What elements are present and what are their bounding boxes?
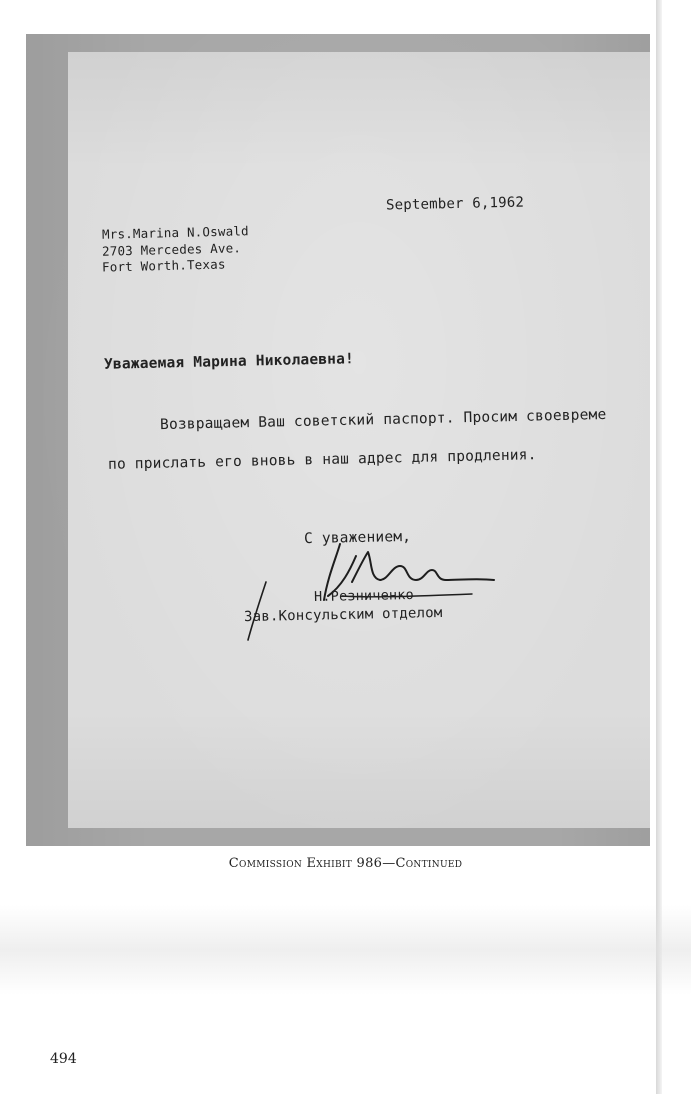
letter-body-line-2: по прислать его вновь в наш адрес для продления.: [107, 447, 537, 473]
address-line-street: 2703 Mercedes Ave.: [101, 240, 242, 259]
letter-salutation: Уважаемая Марина Николаевна!: [103, 351, 355, 373]
signer-name: Н.Резниченко: [313, 586, 415, 606]
letter-date: September 6,1962: [385, 194, 525, 214]
letter-sheet: [68, 52, 650, 828]
letter-body-line-1: Возвращаем Ваш советский паспорт. Просим своевреме: [159, 406, 607, 434]
scan-smudge: [0, 905, 691, 995]
page-number: 494: [50, 1051, 77, 1067]
address-line-name: Mrs.Marina N.Oswald: [101, 223, 249, 242]
exhibit-caption: Commission Exhibit 986—Continued: [228, 856, 463, 871]
letter-closing: С уважением,: [303, 528, 412, 548]
letter-photograph: [26, 34, 650, 846]
signer-title: Зав.Консульским отделом: [243, 604, 443, 626]
address-line-city: Fort Worth.Texas: [101, 256, 226, 275]
